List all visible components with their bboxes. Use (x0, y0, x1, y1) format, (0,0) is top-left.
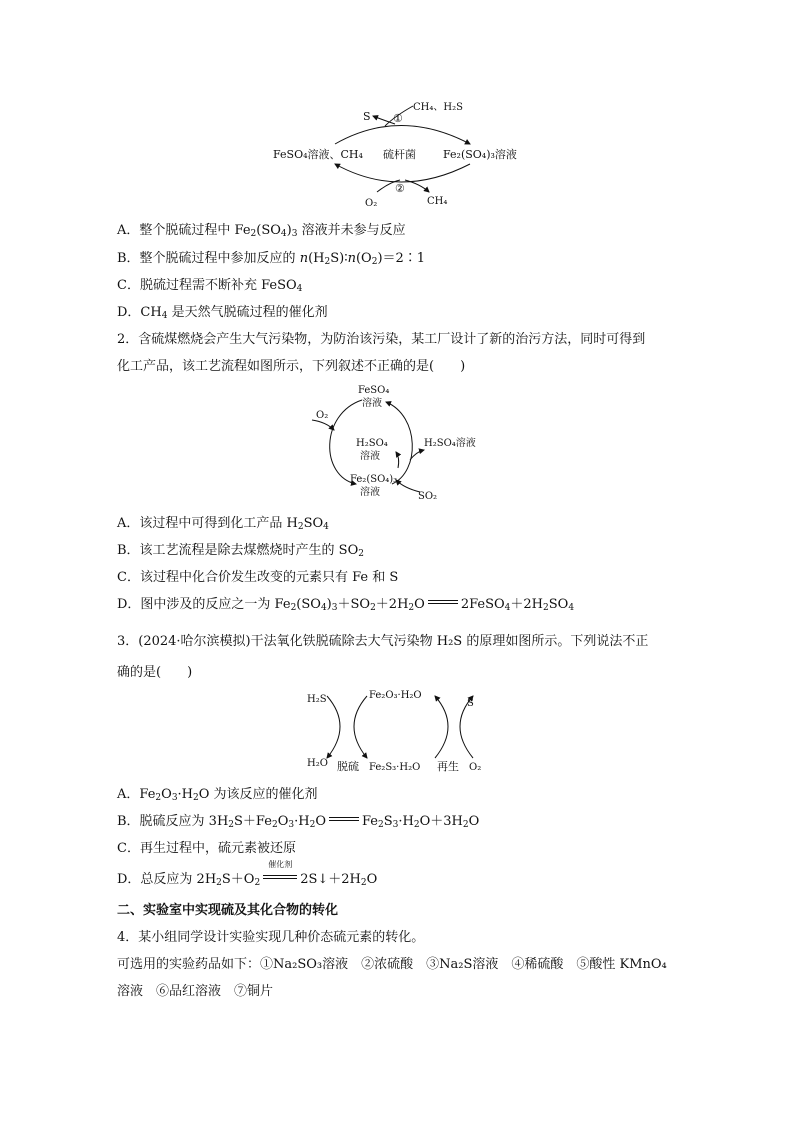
q3-stem-line1: 3．(2024·哈尔滨模拟)干法氧化铁脱硫除去大气污染物 H₂S 的原理如图所示。下列说法不正 (117, 634, 649, 649)
arrow-so2-in (396, 480, 420, 492)
label-h2so4-out: H₂SO₄溶液 (424, 438, 476, 449)
label-feso4-sol: 溶液 (362, 398, 382, 409)
q2-option-d: D．图中涉及的反应之一为 $Fe_2(SO_4)_3+SO_2+2H_2O$ $2FeSO_4+2H_2SO_4$ (117, 597, 575, 613)
iron-oxide-desulfurization-diagram (305, 686, 495, 776)
q2-option-c: C．该过程中化合价发生改变的元素只有 Fe 和 S (117, 570, 399, 585)
label-s: S (467, 698, 474, 709)
label-feso4: FeSO₄ (358, 385, 390, 396)
q1-option-b: B．整个脱硫过程中参加反应的 $n(H_2S)∶n(O_2)=2∶1$ (117, 251, 426, 267)
desulfurization-cycle-diagram (265, 92, 535, 214)
label-left-node: FeSO₄溶液、CH₄ (273, 148, 363, 161)
equals-sign (428, 600, 458, 604)
q2-stem-line2: 化工产品，该工艺流程如图所示，下列叙述不正确的是( ) (117, 359, 466, 374)
q1-option-c: C．脱硫过程需不断补充 FeSO$_4$ (117, 278, 303, 294)
arrow-mid (396, 452, 399, 468)
arc-regen-left (435, 696, 448, 758)
label-ch4-out: CH₄ (427, 196, 448, 207)
label-step1: ① (393, 112, 403, 125)
cycle-right-arc (386, 402, 412, 484)
sulfuric-acid-process-diagram (300, 380, 500, 506)
arc-desulf-left (327, 696, 340, 758)
catalyst-equals: 催化剂 (260, 871, 300, 889)
q3-stem-line2: 确的是( ) (117, 665, 193, 680)
equals-sign (329, 817, 359, 821)
label-h2so4-mid: H₂SO₄ (356, 438, 388, 449)
label-fe2o3-h2o: Fe₂O₃·H₂O (369, 690, 422, 701)
label-o2: O₂ (365, 198, 378, 209)
label-step2: ② (395, 182, 405, 195)
label-h2so4-mid-sol: 溶液 (360, 451, 380, 462)
label-center: 硫杆菌 (383, 148, 416, 161)
q1-option-a: A．整个脱硫过程中 $Fe_2(SO_4)_3$ 溶液并未参与反应 (117, 223, 406, 239)
label-fe2so43: Fe₂(SO₄)₃ (350, 474, 398, 485)
q4-stem-line1: 4．某小组同学设计实验实现几种价态硫元素的转化。 (117, 930, 425, 945)
label-regen: 再生 (437, 760, 459, 773)
arrow-o2-in (312, 420, 334, 430)
q3-option-a: A．$Fe_2O_3\cdot H_2O$ 为该反应的催化剂 (117, 787, 318, 803)
label-o2: O₂ (316, 410, 329, 421)
label-fe2so43-sol: 溶液 (360, 487, 380, 498)
section-heading: 二、实验室中实现硫及其化合物的转化 (117, 903, 339, 918)
q4-stem-line3: 溶液 ⑥品红溶液 ⑦铜片 (117, 984, 274, 999)
label-o2: O₂ (469, 762, 482, 773)
label-desulf: 脱硫 (337, 760, 359, 773)
label-s: S (363, 110, 371, 123)
label-h2s: H₂S (307, 694, 327, 705)
label-so2: SO₂ (418, 491, 438, 502)
q1-option-d: D．$CH_4$ 是天然气脱硫过程的催化剂 (117, 305, 328, 321)
label-right-node: Fe₂(SO₄)₃溶液 (443, 148, 517, 161)
label-inputs: CH₄、H₂S (413, 102, 463, 113)
label-h2o: H₂O (307, 758, 328, 769)
q2-option-b: B．该工艺流程是除去煤燃烧时产生的 $SO_2$ (117, 543, 364, 559)
q2-option-a: A．该过程中可得到化工产品 $H_2SO_4$ (117, 516, 329, 532)
arc-desulf-right (354, 696, 367, 758)
q3-option-b: B．脱硫反应为 $3H_2S+Fe_2O_3\cdot H_2O$ $Fe_2S_3\cdot H_2O+3H_2O$ (117, 814, 480, 830)
q3-option-c: C．再生过程中，硫元素被还原 (117, 841, 296, 856)
q3-option-d: D．总反应为 $2H_2S+O_2$ 催化剂 $2S↓+2H_2O$ (117, 860, 378, 888)
cycle-arc-bottom (335, 164, 470, 182)
cycle-arc-top (335, 126, 470, 145)
q4-stem-line2: 可选用的实验药品如下：①Na₂SO₃溶液 ②浓硫酸 ③Na₂S溶液 ④稀硫酸 ⑤酸性 KMnO₄ (117, 957, 667, 972)
q2-stem-line1: 2．含硫煤燃烧会产生大气污染物，为防治该污染，某工厂设计了新的治污方法，同时可得到 (117, 332, 646, 347)
label-fe2s3-h2o: Fe₂S₃·H₂O (369, 762, 421, 773)
